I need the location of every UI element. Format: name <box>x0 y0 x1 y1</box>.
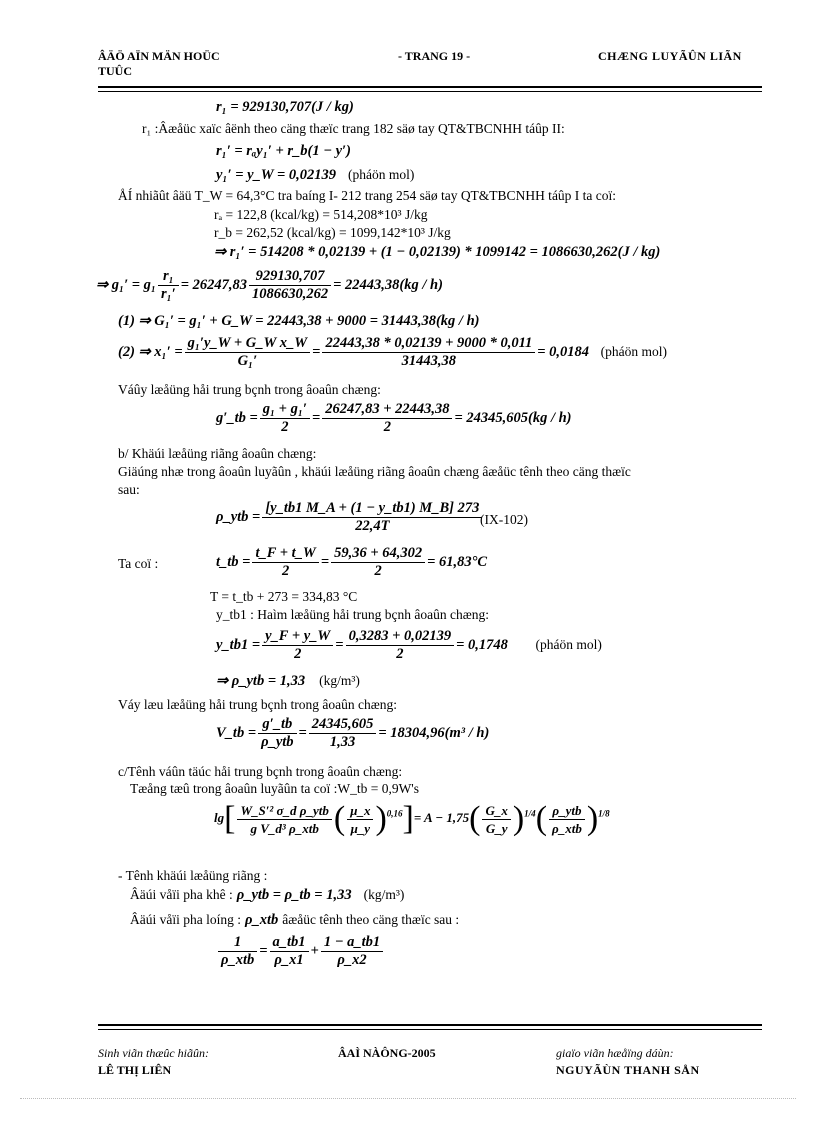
footer-student-name: LÊ THỊ LIÊN <box>98 1063 172 1077</box>
text-mass-density-title: - Tênh khäúi læåüng riãng : <box>118 868 268 883</box>
equation-r1-prime-value: ⇒ r₁′ = 514208 * 0,02139 + (1 − 0,02139) * 1099142 = 1086630,262(J / kg) <box>214 244 661 260</box>
g1-prime-result: = 22443,38(kg / h) <box>333 276 443 293</box>
equation-gas-density: ρ_ytb = ρ_tb = 1,33 <box>236 887 352 903</box>
fraction-denominator: ρ_ytb <box>261 734 294 750</box>
gtb-result: = 24345,605(kg / h) <box>454 409 572 426</box>
header-rule-thick <box>98 86 762 88</box>
text-liquid-desc: âæåüc tênh theo cäng thæïc sau : <box>282 912 460 927</box>
fraction-numerator: W_S′² σ_d ρ_ytb <box>237 802 331 820</box>
g1-prime-lhs: ⇒ g₁′ = g₁ <box>96 276 156 293</box>
ttb-result: = 61,83°C <box>427 553 488 570</box>
equation-gtb: g′_tb = $\frac{\text{g₁ + g₁′}}{2}$ = $\frac{26247,83 + 22443,38}{2}$ = 24345,605(kg / h) <box>216 401 572 435</box>
fraction-denominator: 2 <box>294 646 302 662</box>
fraction-denominator: 31443,38 <box>401 353 457 369</box>
fraction-component-1 <box>270 934 309 969</box>
equation-r1-prime: r₁′ = rₐy₁′ + r_b(1 − y′) <box>216 143 351 159</box>
footer-rule-thin <box>98 1029 762 1030</box>
fraction-r1-ratio <box>158 268 179 303</box>
text-tw-lookup: ÅÍ nhiãût âäü T_W = 64,3°C tra baíng I- 212 trang 254 säø tay QT&TBCNHH táûp I ta coï: <box>118 188 617 203</box>
lg-equals: = A − 1,75 <box>413 809 470 825</box>
header-course-title-cont: TUÛC <box>98 64 133 78</box>
equation-rho-ytb-formula <box>216 500 484 535</box>
text-gtb-title: Váûy læåüng håi trung bçnh trong âoaûn chæng: <box>118 382 381 397</box>
text-c-description: Tæång tæû trong âoaûn luyãûn ta coï :W_tb = 0,9W's <box>130 781 419 796</box>
fraction-vtb-numeric <box>309 716 377 751</box>
fraction-numerator: g₁′y_W + G_W x_W <box>185 335 311 353</box>
fraction-denominator: ρ_x1 <box>274 952 304 968</box>
fraction-r-values <box>249 268 331 303</box>
equation-r1: r₁ = 929130,707(J / kg) <box>216 99 354 115</box>
fraction-numerator: G_x <box>482 802 510 820</box>
text-vtb-title: Váy læu læåüng håi trung bçnh trong âoaûn chæng: <box>118 697 397 712</box>
fraction-numerator: t_F + t_W <box>252 545 318 563</box>
equation-rho-ytb-value: ⇒ ρ_ytb = 1,33 <box>216 673 306 689</box>
x1-prime-lhs: (2) ⇒ x₁′ = <box>118 343 183 360</box>
footer-student-label: Sinh viãn thæûc hiãûn: <box>98 1046 209 1060</box>
equation-y1-prime-row <box>216 166 414 184</box>
fraction-ytb1-symbolic <box>262 628 333 663</box>
bracket-right: ] <box>402 800 414 837</box>
fraction-numerator: 26247,83 + 22443,38 <box>322 401 452 419</box>
section-c-title: c/Tênh váûn täúc håi trung bçnh trong âoaûn chæng: <box>118 764 403 779</box>
section-b-title: b/ Khäúi læåüng riãng âoaûn chæng: <box>118 446 317 461</box>
ttb-lhs: t_tb = <box>216 553 251 570</box>
paren-right: ) <box>586 800 599 837</box>
fraction-denominator: G_y <box>485 820 508 836</box>
x1-prime-result: = 0,0184 <box>537 343 590 360</box>
fraction-numerator: y_F + y_W <box>262 628 333 646</box>
fraction-denominator: ρ_xtb <box>552 820 582 836</box>
vtb-lhs: V_tb = <box>216 724 257 741</box>
footer-teacher-name: NGUYÃÙN THANH SÅN <box>556 1063 700 1077</box>
fraction-denominator: μ_y <box>350 820 371 836</box>
paren-left: ( <box>333 800 346 837</box>
row-liquid-phase <box>130 911 459 929</box>
text-liquid-phase: Âäúi våïi pha loíng : <box>130 912 241 927</box>
fraction-gtb-numeric <box>322 401 452 436</box>
text-r1-definition: r₁ :Âæåüc xaïc âënh theo cäng thæïc trang 182 säø tay QT&TBCNHH táûp II: <box>142 121 565 136</box>
exponent: 1/8 <box>598 808 610 819</box>
exponent: 0,16 <box>386 808 403 819</box>
fraction-denominator: r₁′ <box>160 286 176 302</box>
equation-x1-prime: (2) ⇒ x₁′ = $\frac{\text{g₁′y\_W + G\_W x\_W}}{\text{G₁′}}$ = $\frac{22443,38 * 0,02139 + 9000 * 0,011}{31443,38}$ = 0,0184 (pháön mol) <box>118 335 668 369</box>
paren-left: ( <box>535 800 548 837</box>
equation-ytb1: y_tb1 = $\frac{y\_F + y\_W}{2}$ = $\frac{0,3283 + 0,02139}{2}$ = 0,1748 (pháön mol) <box>216 628 602 662</box>
symbol-rho-xtb: ρ_xtb <box>244 912 279 928</box>
fraction-denominator: G₁′ <box>237 353 258 369</box>
row-gas-phase <box>130 886 404 904</box>
text-ra-value: rₐ = 122,8 (kcal/kg) = 514,208*10³ J/kg <box>214 207 428 222</box>
unit-mole-fraction: (pháön mol) <box>535 636 602 652</box>
fraction-numerator: a_tb1 <box>270 934 309 952</box>
fraction-numerator: g₁ + g₁′ <box>260 401 310 419</box>
fraction-viscosity <box>347 802 373 837</box>
equation-rho-ytb-row <box>216 672 360 690</box>
unit-mole-fraction: (pháön mol) <box>348 167 415 182</box>
fraction-density-ratio <box>549 802 585 837</box>
paren-right: ) <box>375 800 387 837</box>
equation-ttb: t_tb = $\frac{t\_F + t\_W}{2}$ = $\frac{59,36 + 64,302}{2}$ = 61,83°C <box>216 545 488 579</box>
fraction-ttb-numeric <box>331 545 425 580</box>
fraction-numerator: r₁ <box>158 268 179 286</box>
paren-left: ( <box>469 800 481 837</box>
text-ytb1-definition: y_tb1 : Haìm læåüng håi trung bçnh âoaûn chæng: <box>216 607 489 622</box>
text-rb-value: r_b = 262,52 (kcal/kg) = 1099,142*10³ J/kg <box>214 225 451 240</box>
header-course-title: ÂÄÖ AÏN MÄN HOÜC <box>98 49 220 63</box>
gtb-lhs: g′_tb = <box>216 409 258 426</box>
fraction-denominator: 2 <box>282 563 290 579</box>
fraction-rho <box>262 500 482 535</box>
equation-g1-prime <box>96 268 443 303</box>
fraction-denominator: 1,33 <box>329 734 356 750</box>
equation-liquid-density: $\frac{1}{\text{ρ\_xtb}}$ = $\frac{a\_tb1}{\rho\_x1}$ + $\frac{1 - a\_tb1}{\rho\_x2}$ <box>216 934 385 969</box>
fraction-inverse-density <box>218 934 257 969</box>
vtb-result: = 18304,96(m³ / h) <box>378 724 490 741</box>
fraction-denominator: 22,4T <box>355 518 390 534</box>
fraction-denominator: g V_d³ ρ_xtb <box>250 820 319 836</box>
text-taco: Ta coï : <box>118 556 159 571</box>
fraction-denominator: 1086630,262 <box>252 286 329 302</box>
unit-density: (kg/m³) <box>319 673 360 688</box>
fraction-ttb-symbolic <box>252 545 318 580</box>
text-gas-phase: Âäúi våïi pha khê : <box>130 887 233 902</box>
fraction-denominator: 2 <box>396 646 404 662</box>
fraction-numerator: [y_tb1 M_A + (1 − y_tb1) M_B] 273 <box>262 500 482 518</box>
ytb1-lhs: y_tb1 = <box>216 636 261 653</box>
fraction-component-2 <box>321 934 383 969</box>
footer-location-year: ÂAÌ NÀÔNG-2005 <box>338 1046 436 1060</box>
fraction-numerator: 24345,605 <box>309 716 377 734</box>
fraction-numerator: μ_x <box>347 802 373 820</box>
fraction-ytb1-numeric <box>346 628 455 663</box>
header-rule-thin <box>98 91 762 92</box>
bracket-left: [ <box>224 800 236 837</box>
exponent: 1/4 <box>524 808 536 819</box>
fraction-numerator: 1 <box>218 934 257 952</box>
paren-right: ) <box>512 800 525 837</box>
footer-teacher-label: giaïo viãn hæåïng dáùn: <box>556 1046 674 1060</box>
fraction-numerator: 59,36 + 64,302 <box>331 545 425 563</box>
text-b-description: Giäúng nhæ trong âoaûn luyãûn , khäúi læåüng riãng âoaûn chæng âæåüc tênh theo cäng thæïc <box>118 464 631 479</box>
fraction-denominator: 2 <box>281 419 289 435</box>
ytb1-result: = 0,1748 <box>456 636 508 653</box>
fraction-gtb-symbolic <box>260 401 310 436</box>
footer-rule-thick <box>98 1024 762 1026</box>
header-section-title: CHÆNG LUYÃÛN LIÃN <box>598 49 742 63</box>
fraction-numerator: g′_tb <box>258 716 296 734</box>
unit-mole-fraction: (pháön mol) <box>600 343 668 359</box>
fraction-numerator: 1 − a_tb1 <box>321 934 383 952</box>
formula-reference: (IX-102) <box>480 512 528 527</box>
lg-prefix: lg <box>214 809 225 825</box>
fraction-numerator: ρ_ytb <box>549 802 585 820</box>
equation-G1-prime: (1) ⇒ G₁′ = g₁′ + G_W = 22443,38 + 9000 = 31443,38(kg / h) <box>118 313 480 329</box>
unit-density: (kg/m³) <box>363 887 405 902</box>
equation-vtb: V_tb = $\frac{g'\_tb}{\text{ρ\_ytb}}$ = $\frac{24345,605}{1,33}$ = 18304,96(m³ / h) <box>216 716 490 750</box>
text-b-description-cont: sau: <box>118 482 140 497</box>
page-edge-dotted-line <box>20 1098 796 1099</box>
fraction-denominator: ρ_x2 <box>337 952 367 968</box>
fraction-denominator: 2 <box>374 563 382 579</box>
fraction-denominator: 2 <box>383 419 391 435</box>
g1-prime-mid: = 26247,83 <box>180 276 248 293</box>
fraction-x1-symbolic <box>185 335 311 370</box>
fraction-numerator: 929130,707 <box>249 268 331 286</box>
fraction-numerator: 0,3283 + 0,02139 <box>346 628 455 646</box>
text-T-value: T = t_tb + 273 = 334,83 °C <box>210 589 358 604</box>
fraction-flow-ratio <box>482 802 510 837</box>
equation-lg-flooding <box>214 800 610 838</box>
equation-y1-prime: y₁′ = y_W = 0,02139 <box>216 167 337 183</box>
fraction-vtb-symbolic <box>258 716 296 751</box>
rho-lhs: ρ_ytb = <box>216 508 261 525</box>
fraction-denominator: ρ_xtb <box>221 952 255 968</box>
fraction-x1-numeric <box>322 335 535 370</box>
fraction-numerator: 22443,38 * 0,02139 + 9000 * 0,011 <box>322 335 535 353</box>
fraction-lg-main <box>237 802 331 837</box>
header-page-number: - TRANG 19 - <box>398 49 471 63</box>
